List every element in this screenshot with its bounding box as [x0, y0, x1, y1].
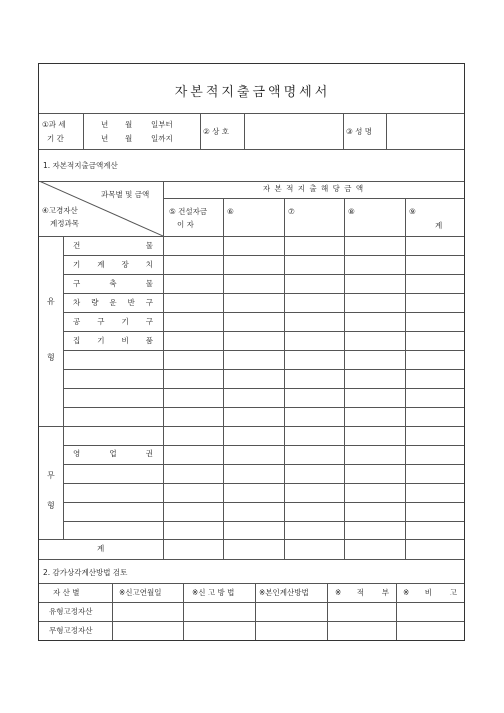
col-adequacy: ※적 부: [335, 588, 389, 597]
to-label: 일까지: [151, 134, 173, 143]
col-own-method: ※본인계산방법: [259, 588, 309, 597]
amount-header: 자 본 적 지 출 해 당 금 액: [262, 184, 365, 193]
row-divider: [63, 331, 464, 332]
row-divider: [63, 255, 464, 256]
name-label: ③ 성 명: [346, 127, 372, 136]
divider: [255, 583, 256, 640]
col9-total: 계: [435, 221, 443, 230]
section1-title: 1. 자본적지출금액계산: [43, 161, 118, 170]
divider: [396, 583, 397, 640]
col9-header: ⑨: [409, 207, 416, 216]
row-label-vehicle: 차 량 운 반 구: [73, 298, 153, 307]
tangible-label: 유: [47, 297, 55, 306]
divider: [405, 198, 406, 559]
intangible-label: 무: [47, 471, 55, 480]
divider: [39, 583, 464, 584]
divider: [223, 198, 224, 559]
col7-header: ⑦: [288, 207, 295, 216]
year-label: 년: [101, 134, 109, 143]
divider: [343, 113, 344, 149]
row-divider: [63, 502, 464, 503]
divider: [284, 198, 285, 559]
col8-header: ⑧: [348, 207, 355, 216]
divider: [39, 602, 464, 603]
divider: [200, 113, 201, 149]
tangible-label: 형: [47, 353, 55, 362]
row-label-tools: 공 구 기 구: [73, 317, 153, 326]
total-label: 계: [97, 544, 105, 553]
row-divider: [63, 312, 464, 313]
divider: [327, 583, 328, 640]
row-divider: [63, 293, 464, 294]
col-asset: 자 산 별: [53, 588, 80, 597]
row-divider: [63, 407, 464, 408]
divider: [112, 583, 113, 640]
divider: [39, 539, 464, 540]
divider: [39, 426, 464, 427]
name-field[interactable]: [387, 114, 463, 148]
col5-header: ⑤ 건설자금: [169, 207, 208, 216]
row-divider: [63, 483, 464, 484]
row-label-machinery: 기 계 장 치: [73, 260, 153, 269]
period-label: ①과 세: [42, 120, 66, 129]
from-label: 일부터: [151, 120, 173, 129]
row-intangible-assets: 무형고정자산: [49, 626, 93, 635]
col6-header: ⑥: [227, 207, 234, 216]
diag-bottom-label: ④고경자산: [42, 206, 78, 215]
row-label-fixtures: 집 기 비 품: [73, 336, 153, 345]
row-label-goodwill: 영 업 권: [73, 449, 153, 458]
col-remarks: ※비 고: [403, 588, 457, 597]
divider: [183, 583, 184, 640]
divider: [39, 236, 464, 237]
row-divider: [63, 274, 464, 275]
row-divider: [63, 464, 464, 465]
form-title: 자본적지출금액명세서: [174, 85, 331, 100]
section2-title: 2. 감가상각계산방법 검토: [43, 568, 128, 577]
intangible-label: 형: [47, 501, 55, 510]
statement-form: [38, 63, 465, 641]
diag-bottom-label: 계정과목: [50, 219, 79, 228]
row-label-structure: 구 축 물: [73, 279, 153, 288]
col5-header: 이 자: [177, 220, 194, 229]
row-label-building: 건 물: [73, 241, 153, 250]
year-label: 년: [101, 120, 109, 129]
divider: [39, 559, 464, 560]
month-label: 월: [125, 120, 133, 129]
divider: [39, 149, 464, 150]
month-label: 월: [125, 134, 133, 143]
company-label: ② 상 호: [203, 127, 229, 136]
divider: [39, 621, 464, 622]
divider: [163, 198, 464, 199]
row-tangible-assets: 유형고정자산: [49, 607, 93, 616]
divider: [344, 198, 345, 559]
col-report-method: ※신 고 방 법: [192, 588, 235, 597]
col-report-date: ※신고연월일: [119, 588, 162, 597]
row-divider: [63, 445, 464, 446]
row-divider: [63, 350, 464, 351]
period-label: 기 간: [47, 134, 64, 143]
divider: [83, 113, 84, 149]
diag-top-label: 과목별 및 금액: [101, 190, 150, 199]
row-divider: [63, 369, 464, 370]
row-divider: [63, 388, 464, 389]
row-divider: [63, 521, 464, 522]
company-field[interactable]: [245, 114, 342, 148]
